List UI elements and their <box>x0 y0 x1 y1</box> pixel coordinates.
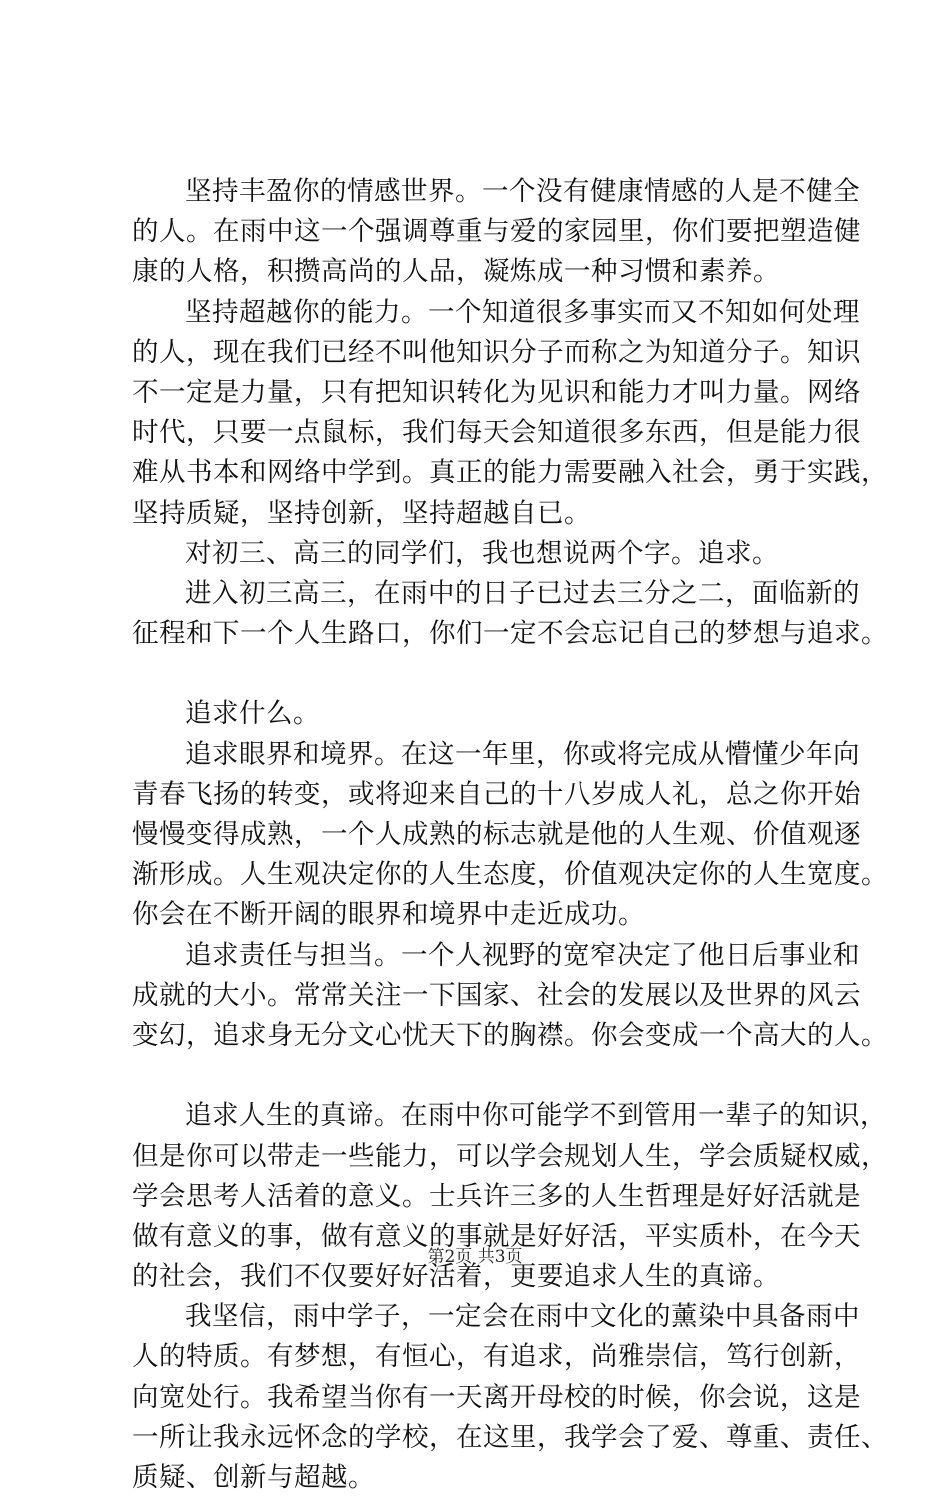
text-line: 成就的大小。常常关注一下国家、社会的发展以及世界的风云 <box>132 979 861 1011</box>
text-line: 对初三、高三的同学们，我也想说两个字。追求。 <box>185 537 779 569</box>
text-line: 变幻，追求身无分文心忧天下的胸襟。你会变成一个高大的人。 <box>132 1019 888 1051</box>
text-line: 坚持丰盈你的情感世界。一个没有健康情感的人是不健全 <box>185 176 860 207</box>
text-line: 学会思考人活着的意义。士兵许三多的人生哲理是好好活就是 <box>132 1180 861 1212</box>
text-line: 不一定是力量，只有把知识转化为见识和能力才叫力量。网络 <box>132 376 861 408</box>
text-line: 的人，现在我们已经不叫他知识分子而称之为知道分子。知识 <box>132 336 861 368</box>
blank-line <box>132 654 842 694</box>
text-line: 我坚信，雨中学子，一定会在雨中文化的薰染中具备雨中 <box>185 1301 860 1333</box>
text-line: 征程和下一个人生路口，你们一定不会忘记自己的梦想与追求。 <box>132 618 888 650</box>
text-line: 追求责任与担当。一个人视野的宽窄决定了他日后事业和 <box>185 939 860 971</box>
text-line: 难从书本和网络中学到。真正的能力需要融入社会，勇于实践， <box>132 457 888 489</box>
text-line: 追求人生的真谛。在雨中你可能学不到管用一辈子的知识， <box>185 1100 887 1132</box>
text-line: 向宽处行。我希望当你有一天离开母校的时候，你会说，这是 <box>132 1381 861 1413</box>
text-line: 你会在不断开阔的眼界和境界中走近成功。 <box>132 899 645 931</box>
text-line: 人的特质。有梦想，有恒心，有追求，尚雅崇信，笃行创新， <box>132 1341 861 1373</box>
text-line: 追求眼界和境界。在这一年里，你或将完成从懵懂少年向 <box>185 738 860 770</box>
text-line: 追求什么。 <box>185 698 320 730</box>
text-line: 时代，只要一点鼠标，我们每天会知道很多东西，但是能力很 <box>132 417 861 449</box>
document-body <box>132 172 888 1498</box>
text-line: 一所让我永远怀念的学校，在这里，我学会了爱、尊重、责任、 <box>132 1421 888 1453</box>
text-line: 但是你可以带走一些能力，可以学会规划人生，学会质疑权威， <box>132 1140 888 1172</box>
text-line: 的社会，我们不仅要好好活着，更要追求人生的真谛。 <box>132 1261 780 1293</box>
page-footer: 第2页 共3页 <box>427 1247 523 1267</box>
text-line: 做有意义的事，做有意义的事就是好好活，平实质朴，在今天 <box>132 1220 861 1252</box>
text-line: 青春飞扬的转变，或将迎来自己的十八岁成人礼，总之你开始 <box>132 778 861 810</box>
blank-line <box>132 1056 842 1096</box>
text-line: 坚持超越你的能力。一个知道很多事实而又不知如何处理 <box>185 296 860 328</box>
text-line: 的人。在雨中这一个强调尊重与爱的家园里，你们要把塑造健 <box>132 216 861 248</box>
text-line: 进入初三高三，在雨中的日子已过去三分之二，面临新的 <box>185 577 860 609</box>
text-line: 康的人格，积攒高尚的人品，凝炼成一种习惯和素养。 <box>132 256 780 288</box>
text-line: 坚持质疑，坚持创新，坚持超越自已。 <box>132 497 591 529</box>
text-line: 渐形成。人生观决定你的人生态度，价值观决定你的人生宽度。 <box>132 859 888 891</box>
text-line: 质疑、创新与超越。 <box>132 1462 375 1493</box>
text-line: 慢慢变得成熟，一个人成熟的标志就是他的人生观、价值观逐 <box>132 819 861 850</box>
